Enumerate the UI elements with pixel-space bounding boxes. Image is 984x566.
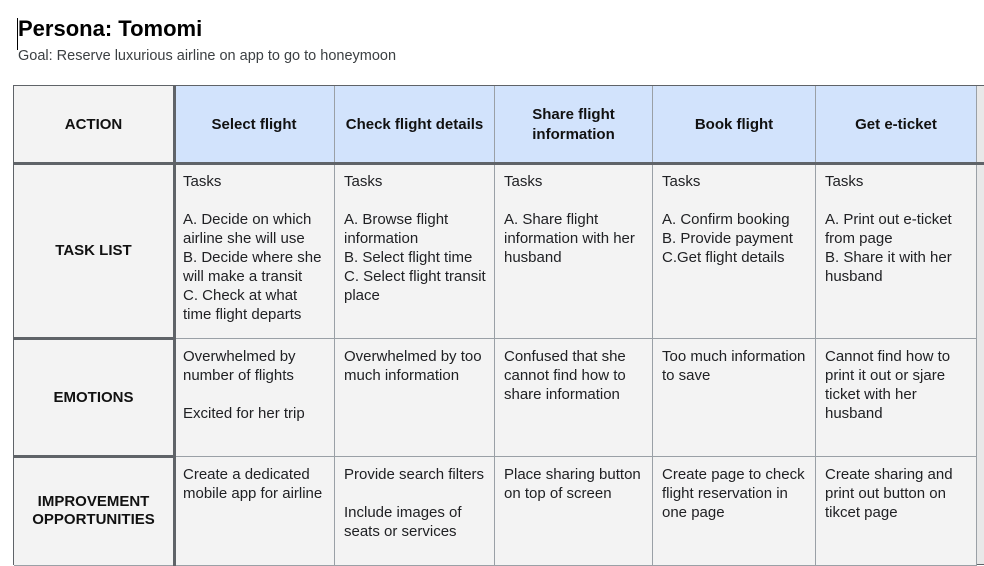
corner-header-action[interactable]: [14, 86, 174, 164]
emotions-cell-check-flight-details[interactable]: [335, 339, 495, 457]
column-header-label: Check flight details: [345, 115, 484, 133]
emotions-cell-get-e-ticket[interactable]: [816, 339, 977, 457]
emotions-cell-share-flight-information[interactable]: [495, 339, 653, 457]
column-header-label: Book flight: [694, 115, 774, 133]
cell-text: Create sharing and print out button on tikcet page: [825, 466, 953, 521]
column-header-share-flight-information[interactable]: [495, 86, 653, 164]
improvement-cell-select-flight[interactable]: [174, 457, 335, 566]
row-divider-thick: [14, 162, 984, 165]
cell-text: Too much information to save: [662, 348, 806, 384]
page-title: Persona: Tomomi: [18, 16, 203, 41]
row-header-emotions[interactable]: [14, 339, 174, 457]
row-header-label: IMPROVEMENT OPPORTUNITIES: [32, 493, 155, 528]
corner-label: ACTION: [64, 115, 123, 133]
improvement-cell-book-flight[interactable]: [653, 457, 816, 566]
column-header-label: Share flight information: [532, 105, 615, 143]
cell-text: Cannot find how to print it out or sjare ticket with her husband: [825, 348, 951, 422]
cell-text: Create a dedicated mobile app for airline: [183, 466, 323, 502]
goal-subtitle: Goal: Reserve luxurious airline on app to go to honeymoon: [18, 48, 397, 64]
row-divider-thick: [14, 337, 174, 340]
cell-text: Provide search filters Include images of seats or services: [344, 466, 485, 540]
row-header-label: TASK LIST: [55, 242, 132, 259]
improvement-cell-check-flight-details[interactable]: [335, 457, 495, 566]
improvement-cell-get-e-ticket[interactable]: [816, 457, 977, 566]
task-list-cell-book-flight[interactable]: [653, 164, 816, 339]
row-header-task-list[interactable]: [14, 164, 174, 339]
journey-map-table: [13, 85, 984, 565]
improvement-cell-share-flight-information[interactable]: [495, 457, 653, 566]
column-header-select-flight[interactable]: [174, 86, 335, 164]
cell-text: Create page to check flight reservation in one page: [662, 466, 805, 521]
cell-text: Confused that she cannot find how to share information: [504, 348, 626, 403]
row-header-improvement-opportunities[interactable]: [14, 457, 174, 566]
cell-text: Tasks A. Confirm booking B. Provide payment C.Get flight details: [662, 173, 793, 266]
cell-text: Overwhelmed by number of flights Excited for her trip: [183, 348, 305, 422]
task-list-cell-share-flight-information[interactable]: [495, 164, 653, 339]
column-divider-thick: [173, 86, 176, 566]
task-list-cell-check-flight-details[interactable]: [335, 164, 495, 339]
cell-text: Tasks A. Print out e-ticket from page B. Share it with her husband: [825, 173, 952, 285]
cell-text: Tasks A. Share flight information with her husband: [504, 173, 635, 266]
cell-text: Overwhelmed by too much information: [344, 348, 482, 384]
cell-text: Tasks A. Decide on which airline she will use B. Decide where she will make a transit C. Check at what time flight departs: [183, 173, 322, 323]
task-list-cell-select-flight[interactable]: [174, 164, 335, 339]
cell-text: Tasks A. Browse flight information B. Select flight time C. Select flight transit place: [344, 173, 486, 304]
column-header-label: Select flight: [211, 115, 297, 133]
column-header-check-flight-details[interactable]: [335, 86, 495, 164]
row-header-label: EMOTIONS: [53, 388, 134, 406]
emotions-cell-select-flight[interactable]: [174, 339, 335, 457]
column-header-get-e-ticket[interactable]: [816, 86, 977, 164]
column-header-label: Get e-ticket: [855, 115, 937, 133]
emotions-cell-book-flight[interactable]: [653, 339, 816, 457]
row-divider-thick: [14, 455, 174, 458]
task-list-cell-get-e-ticket[interactable]: [816, 164, 977, 339]
column-header-book-flight[interactable]: [653, 86, 816, 164]
cell-text: Place sharing button on top of screen: [504, 466, 641, 502]
